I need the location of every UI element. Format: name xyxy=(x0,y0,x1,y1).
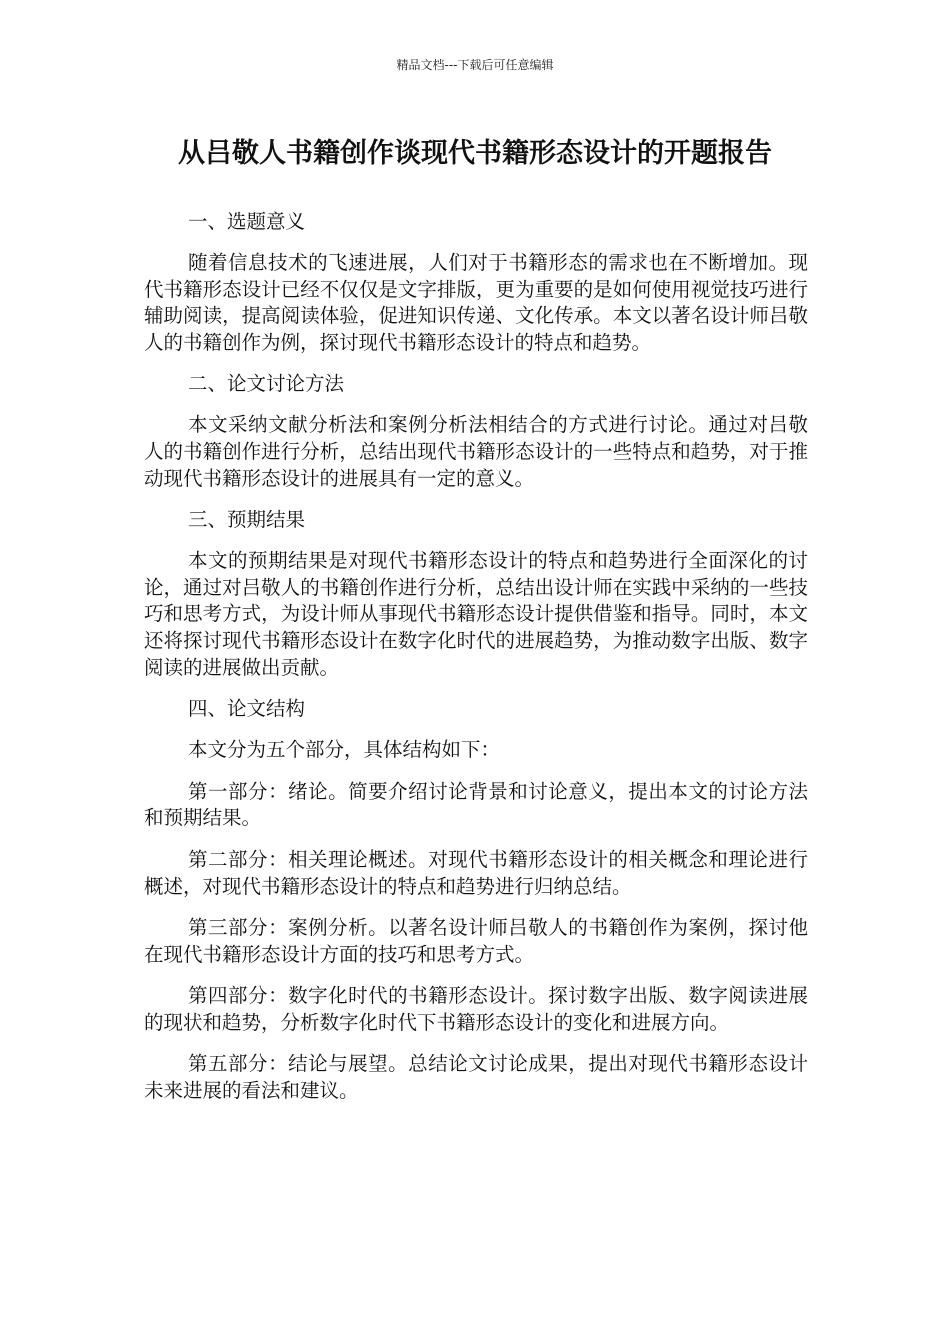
paragraph: 本文的预期结果是对现代书籍形态设计的特点和趋势进行全面深化的讨论，通过对吕敬人的书籍创作进行分析，总结出设计师在实践中采纳的一些技巧和思考方式，为设计师从事现代书籍形态设计提供借鉴和指导。同时，本文还将探讨现代书籍形态设计在数字化时代的进展趋势，为推动数字出版、数字阅读的进展做出贡献。 xyxy=(144,549,808,679)
paragraph: 随着信息技术的飞速进展，人们对于书籍形态的需求也在不断增加。现代书籍形态设计已经不仅仅是文字排版，更为重要的是如何使用视觉技巧进行辅助阅读，提高阅读体验，促进知识传递、文化传承。本文以著名设计师吕敬人的书籍创作为例，探讨现代书籍形态设计的特点和趋势。 xyxy=(144,251,808,354)
paragraph: 第四部分：数字化时代的书籍形态设计。探讨数字出版、数字阅读进展的现状和趋势，分析数字化时代下书籍形态设计的变化和进展方向。 xyxy=(144,984,808,1034)
paragraph: 本文采纳文献分析法和案例分析法相结合的方式进行讨论。通过对吕敬人的书籍创作进行分析，总结出现代书籍形态设计的一些特点和趋势，对于推动现代书籍形态设计的进展具有一定的意义。 xyxy=(144,413,808,490)
paragraph: 第一部分：绪论。简要介绍讨论背景和讨论意义，提出本文的讨论方法和预期结果。 xyxy=(144,779,808,830)
section-heading-structure: 四、论文结构 xyxy=(188,697,306,721)
page-header: 精品文档---下载后可任意编辑 xyxy=(396,58,554,72)
paragraph: 第三部分：案例分析。以著名设计师吕敬人的书籍创作为案例，探讨他在现代书籍形态设计方面的技巧和思考方式。 xyxy=(144,916,808,966)
document-title: 从吕敬人书籍创作谈现代书籍形态设计的开题报告 xyxy=(178,138,772,169)
document-body xyxy=(144,209,808,1120)
section-heading-method: 二、论文讨论方法 xyxy=(188,372,345,396)
paragraph: 第五部分：结论与展望。总结论文讨论成果，提出对现代书籍形态设计未来进展的看法和建议。 xyxy=(144,1052,808,1103)
section-heading-significance: 一、选题意义 xyxy=(188,210,306,233)
section-heading-expected-results: 三、预期结果 xyxy=(188,508,306,532)
paragraph: 本文分为五个部分，具体结构如下： xyxy=(188,738,501,762)
paragraph: 第二部分：相关理论概述。对现代书籍形态设计的相关概念和理论进行概述，对现代书籍形态设计的特点和趋势进行归纳总结。 xyxy=(144,847,808,898)
